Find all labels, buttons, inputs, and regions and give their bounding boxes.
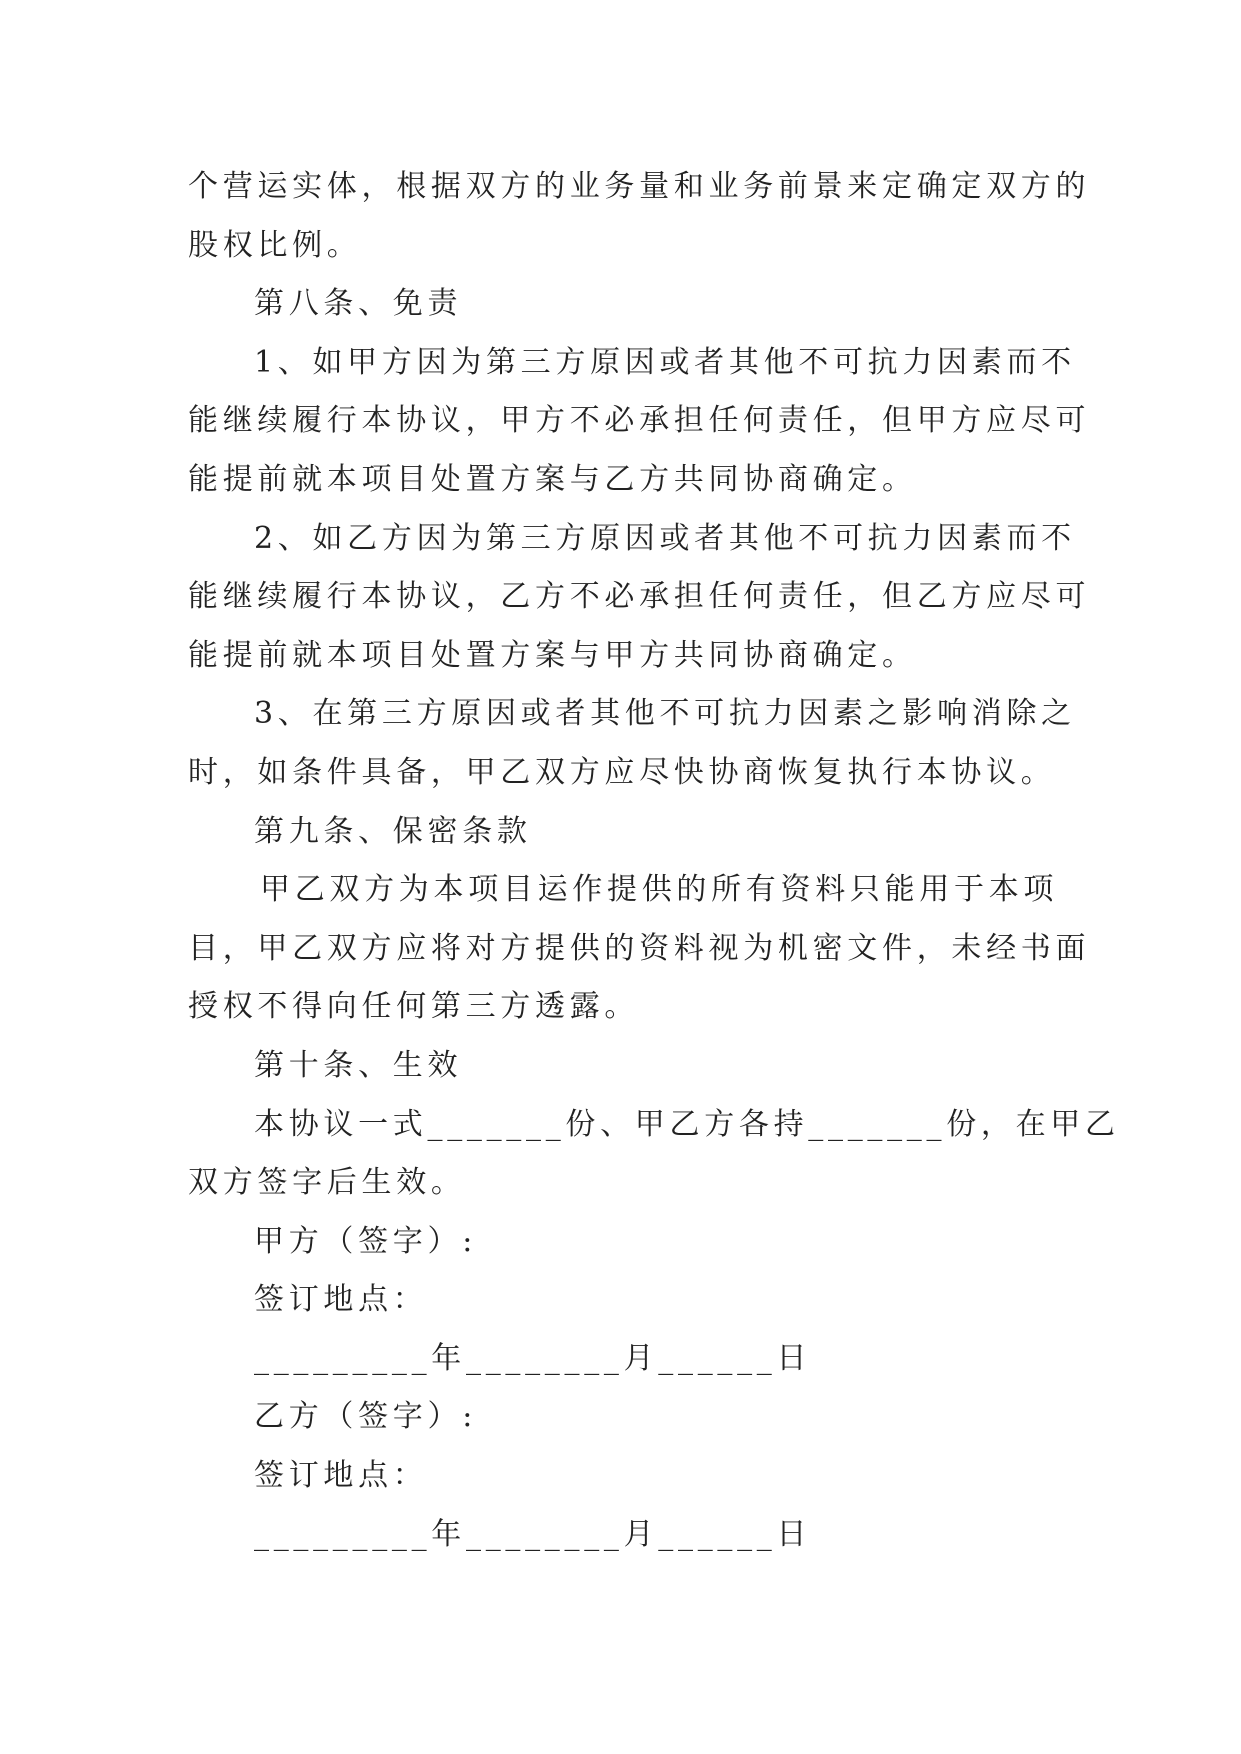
section-heading-10: 第十条、生效: [254, 1047, 463, 1083]
paragraph-line: 目，甲乙双方应将对方提供的资料视为机密文件，未经书面: [188, 930, 1091, 966]
party-b-signature-label: 乙方（签字）:: [254, 1399, 478, 1435]
paragraph-line: 双方签字后生效。: [188, 1165, 466, 1201]
paragraph-line: 甲乙双方为本项目运作提供的所有资料只能用于本项: [260, 872, 1059, 908]
party-b-signing-place-label: 签订地点：: [254, 1458, 428, 1494]
paragraph-line: 能提前就本项目处置方案与乙方共同协商确定。: [188, 461, 917, 497]
party-a-date-line: _________年________月______日: [254, 1340, 812, 1376]
paragraph-line: 能继续履行本协议，乙方不必承担任何责任，但乙方应尽可: [188, 579, 1091, 615]
paragraph-line: 3、在第三方原因或者其他不可抗力因素之影响消除之: [254, 696, 1076, 732]
party-a-signing-place-label: 签订地点：: [254, 1282, 428, 1318]
paragraph-line: 能继续履行本协议，甲方不必承担任何责任，但甲方应尽可: [188, 403, 1091, 439]
paragraph-line: 股权比例。: [188, 227, 362, 263]
paragraph-line: 本协议一式_______份、甲乙方各持_______份，在甲乙: [254, 1106, 1120, 1142]
paragraph-line: 授权不得向任何第三方透露。: [188, 989, 640, 1025]
section-heading-9: 第九条、保密条款: [254, 813, 532, 849]
document-body: [188, 158, 1120, 1564]
section-heading-8: 第八条、免责: [254, 286, 463, 322]
party-b-date-line: _________年________月______日: [254, 1516, 812, 1552]
paragraph-line: 个营运实体，根据双方的业务量和业务前景来定确定双方的: [188, 169, 1091, 204]
paragraph-line: 2、如乙方因为第三方原因或者其他不可抗力因素而不: [254, 520, 1076, 556]
paragraph-line: 时，如条件具备，甲乙双方应尽快协商恢复执行本协议。: [188, 754, 1056, 790]
paragraph-line: 1、如甲方因为第三方原因或者其他不可抗力因素而不: [254, 344, 1076, 380]
party-a-signature-label: 甲方（签字）:: [254, 1223, 478, 1259]
paragraph-line: 能提前就本项目处置方案与甲方共同协商确定。: [188, 637, 917, 673]
